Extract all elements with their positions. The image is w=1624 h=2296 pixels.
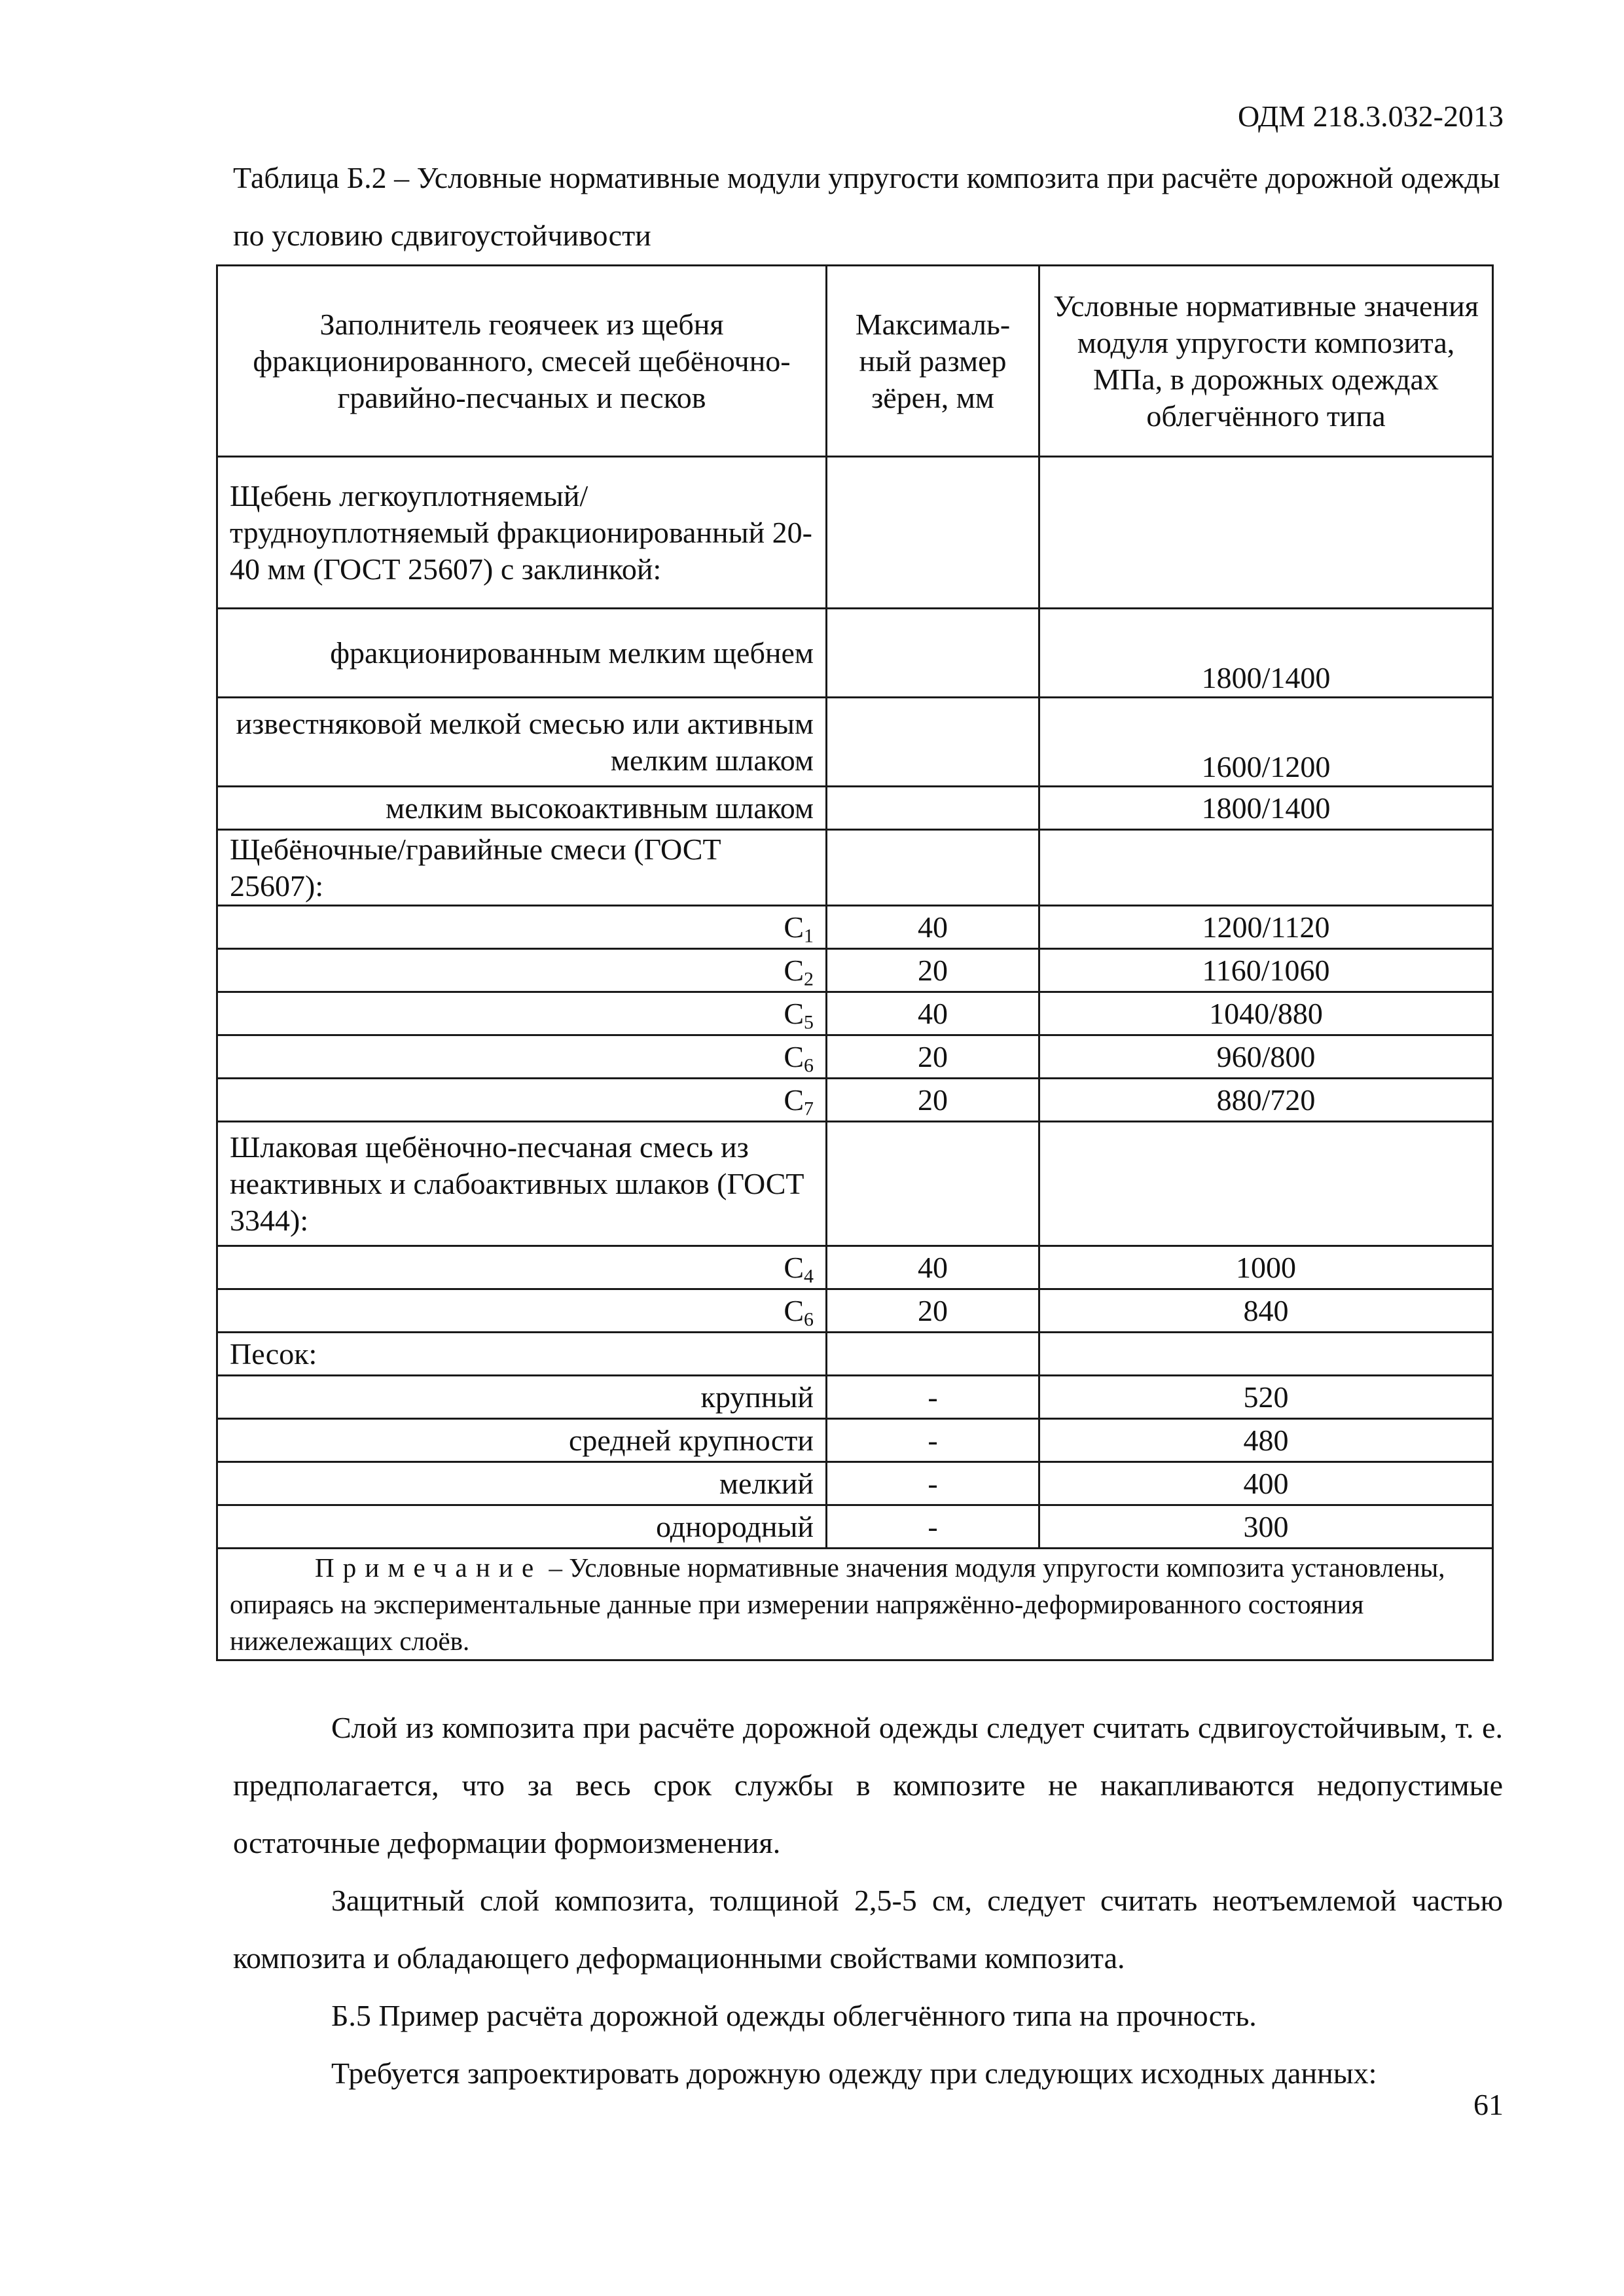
table-row	[217, 457, 1493, 609]
modulus-table	[216, 264, 1494, 1661]
row-value: 1200/1120	[1039, 906, 1493, 949]
row-value: 960/800	[1039, 1035, 1493, 1079]
header-filler: Заполнитель геоячеек из щебня фракционированного, смесей щебёночно-гравийно-песчаных и песков	[217, 266, 827, 457]
row-label: $C_2$	[217, 949, 827, 992]
paragraph: Б.5 Пример расчёта дорожной одежды облегчённого типа на прочность.	[331, 1999, 1257, 2032]
row-label: Песок:	[217, 1333, 827, 1376]
table-caption: Таблица Б.2 – Условные нормативные модули упругости композита при расчёте дорожной одежды по условию сдвигоустойчивости	[233, 161, 1500, 252]
row-size: 40	[827, 1246, 1039, 1289]
table-row	[217, 1122, 1493, 1246]
row-size: -	[827, 1462, 1039, 1505]
row-label: $C_6$	[217, 1289, 827, 1333]
table-row	[217, 1289, 1493, 1333]
row-label: крупный	[217, 1376, 827, 1419]
row-value: 880/720	[1039, 1079, 1493, 1122]
header-max-grain-size: Максималь-ный размер зёрен, мм	[827, 266, 1039, 457]
document-code: ОДМ 218.3.032-2013	[1237, 99, 1504, 133]
row-size	[827, 787, 1039, 830]
row-value: 1000	[1039, 1246, 1493, 1289]
row-label: мелкий	[217, 1462, 827, 1505]
table-note	[217, 1549, 1493, 1660]
row-value	[1039, 1122, 1493, 1246]
row-label: однородный	[217, 1505, 827, 1549]
row-size: 20	[827, 949, 1039, 992]
table-row	[217, 1419, 1493, 1462]
row-value	[1039, 1333, 1493, 1376]
table-note-row	[217, 1549, 1493, 1660]
table-row	[217, 1505, 1493, 1549]
paragraph: Требуется запроектировать дорожную одежду при следующих исходных данных:	[331, 2056, 1377, 2090]
row-size: 20	[827, 1079, 1039, 1122]
row-size	[827, 830, 1039, 906]
row-value: 840	[1039, 1289, 1493, 1333]
table-row	[217, 698, 1493, 787]
table-row	[217, 906, 1493, 949]
row-value	[1039, 457, 1493, 609]
row-size	[827, 457, 1039, 609]
row-size	[827, 1122, 1039, 1246]
table-row	[217, 949, 1493, 992]
row-value: 400	[1039, 1462, 1493, 1505]
row-label: $C_4$	[217, 1246, 827, 1289]
table-header-row	[217, 266, 1493, 457]
table-row	[217, 830, 1493, 906]
row-size	[827, 609, 1039, 698]
row-label: $C_1$	[217, 906, 827, 949]
row-size: 40	[827, 992, 1039, 1035]
table-row	[217, 1246, 1493, 1289]
row-size	[827, 698, 1039, 787]
table-row	[217, 992, 1493, 1035]
row-size: -	[827, 1419, 1039, 1462]
table-row	[217, 1079, 1493, 1122]
table-row	[217, 787, 1493, 830]
paragraph: Слой из композита при расчёте дорожной одежды следует считать сдвигоустойчивым, т. е. предполагается, что за весь срок службы в композите не накапливаются недопустимые остаточные деформации формоизменения.	[233, 1711, 1503, 1859]
row-value: 300	[1039, 1505, 1493, 1549]
row-value: 1800/1400	[1039, 787, 1493, 830]
row-label: фракционированным мелким щебнем	[217, 609, 827, 698]
note-text: – Условные нормативные значения модуля упругости композита установлены, опираясь на экспериментальные данные при измерении напряжённо-деформированного состояния нижележащих слоёв.	[230, 1552, 1445, 1656]
row-size: -	[827, 1376, 1039, 1419]
row-value: 1800/1400	[1039, 609, 1493, 698]
row-size	[827, 1333, 1039, 1376]
table-row	[217, 1035, 1493, 1079]
row-value: 1160/1060	[1039, 949, 1493, 992]
paragraph: Защитный слой композита, толщиной 2,5-5 см, следует считать неотъемлемой частью композита и обладающего деформационными свойствами композита.	[233, 1884, 1503, 1975]
table-row	[217, 1462, 1493, 1505]
row-label: известняковой мелкой смесью или активным мелким шлаком	[217, 698, 827, 787]
row-label: средней крупности	[217, 1419, 827, 1462]
row-value	[1039, 830, 1493, 906]
page-number: 61	[1473, 2088, 1504, 2121]
row-value: 480	[1039, 1419, 1493, 1462]
row-value: 1600/1200	[1039, 698, 1493, 787]
row-label: $C_6$	[217, 1035, 827, 1079]
row-value: 1040/880	[1039, 992, 1493, 1035]
row-label: Шлаковая щебёночно-песчаная смесь из неактивных и слабоактивных шлаков (ГОСТ 3344):	[217, 1122, 827, 1246]
row-size: 20	[827, 1289, 1039, 1333]
row-label: Щебёночные/гравийные смеси (ГОСТ 25607):	[217, 830, 827, 906]
note-prefix: Примечание	[315, 1552, 543, 1583]
table-row	[217, 1333, 1493, 1376]
row-size: -	[827, 1505, 1039, 1549]
row-label: Щебень легкоуплотняемый/трудноуплотняемый фракционированный 20-40 мм (ГОСТ 25607) с заклинкой:	[217, 457, 827, 609]
header-modulus-values: Условные нормативные значения модуля упругости композита, МПа, в дорожных одеждах облегчённого типа	[1039, 266, 1493, 457]
table-row	[217, 1376, 1493, 1419]
row-size: 20	[827, 1035, 1039, 1079]
row-label: $C_7$	[217, 1079, 827, 1122]
row-label: $C_5$	[217, 992, 827, 1035]
row-label: мелким высокоактивным шлаком	[217, 787, 827, 830]
table-row	[217, 609, 1493, 698]
row-value: 520	[1039, 1376, 1493, 1419]
row-size: 40	[827, 906, 1039, 949]
